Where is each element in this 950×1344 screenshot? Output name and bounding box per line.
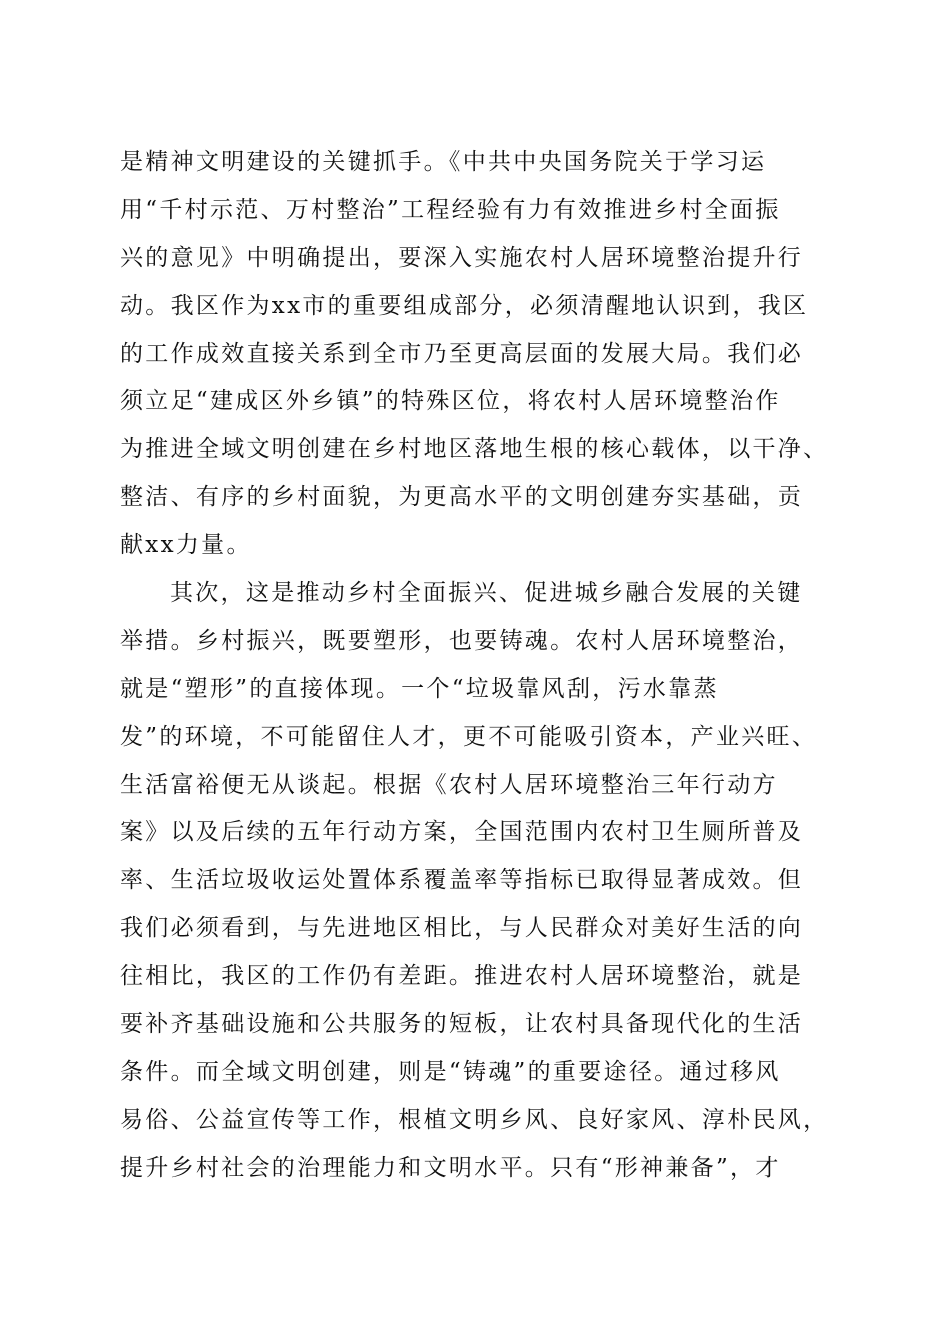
text-line: 是精神文明建设的关键抓手。《中共中央国务院关于学习运 [120,149,767,175]
paragraph-continuation [120,139,840,570]
text-line: 整洁、有序的乡村面貌，为更高水平的文明创建夯实基础，贡 [120,484,804,511]
text-line: 用“千村示范、万村整治”工程经验有力有效推进乡村全面振 [120,196,781,223]
text-line: 率、生活垃圾收运处置体系覆盖率等指标已取得显著成效。但 [120,867,804,894]
text-line: 要补齐基础设施和公共服务的短板，让农村具备现代化的生活 [120,1011,804,1038]
paragraph-second-point [120,570,840,1193]
text-line: 易俗、公益宣传等工作，根植文明乡风、良好家风、淳朴民风， [120,1106,829,1133]
text-line: 生活富裕便无从谈起。根据《农村人居环境整治三年行动方 [120,771,778,798]
text-line: 献xx力量。 [120,532,252,559]
text-line: 就是“塑形”的直接体现。一个“垃圾靠风刮，污水靠蒸 [120,675,719,702]
text-line: 我们必须看到，与先进地区相比，与人民群众对美好生活的向 [120,915,804,942]
text-line: 案》以及后续的五年行动方案，全国范围内农村卫生厕所普及 [120,819,804,846]
body-text [120,139,840,1193]
text-line: 发”的环境，不可能留住人才，更不可能吸引资本，产业兴旺、 [120,723,818,750]
text-line: 为推进全域文明创建在乡村地区落地生根的核心载体，以干净、 [120,436,829,463]
text-line: 条件。而全域文明创建，则是“铸魂”的重要途径。通过移风 [120,1058,781,1085]
text-line: 兴的意见》中明确提出，要深入实施农村人居环境整治提升行 [120,244,804,271]
text-line: 举措。乡村振兴，既要塑形，也要铸魂。农村人居环境整治， [120,627,804,654]
text-line: 须立足“建成区外乡镇”的特殊区位，将农村人居环境整治作 [120,388,781,415]
text-line: 往相比，我区的工作仍有差距。推进农村人居环境整治，就是 [120,963,804,990]
text-line: 动。我区作为xx市的重要组成部分，必须清醒地认识到，我区 [120,292,809,319]
text-line-first: 其次，这是推动乡村全面振兴、促进城乡融合发展的关键 [170,580,803,607]
text-line: 的工作成效直接关系到全市乃至更高层面的发展大局。我们必 [120,340,804,367]
text-line: 提升乡村社会的治理能力和文明水平。只有“形神兼备”，才 [120,1154,781,1181]
